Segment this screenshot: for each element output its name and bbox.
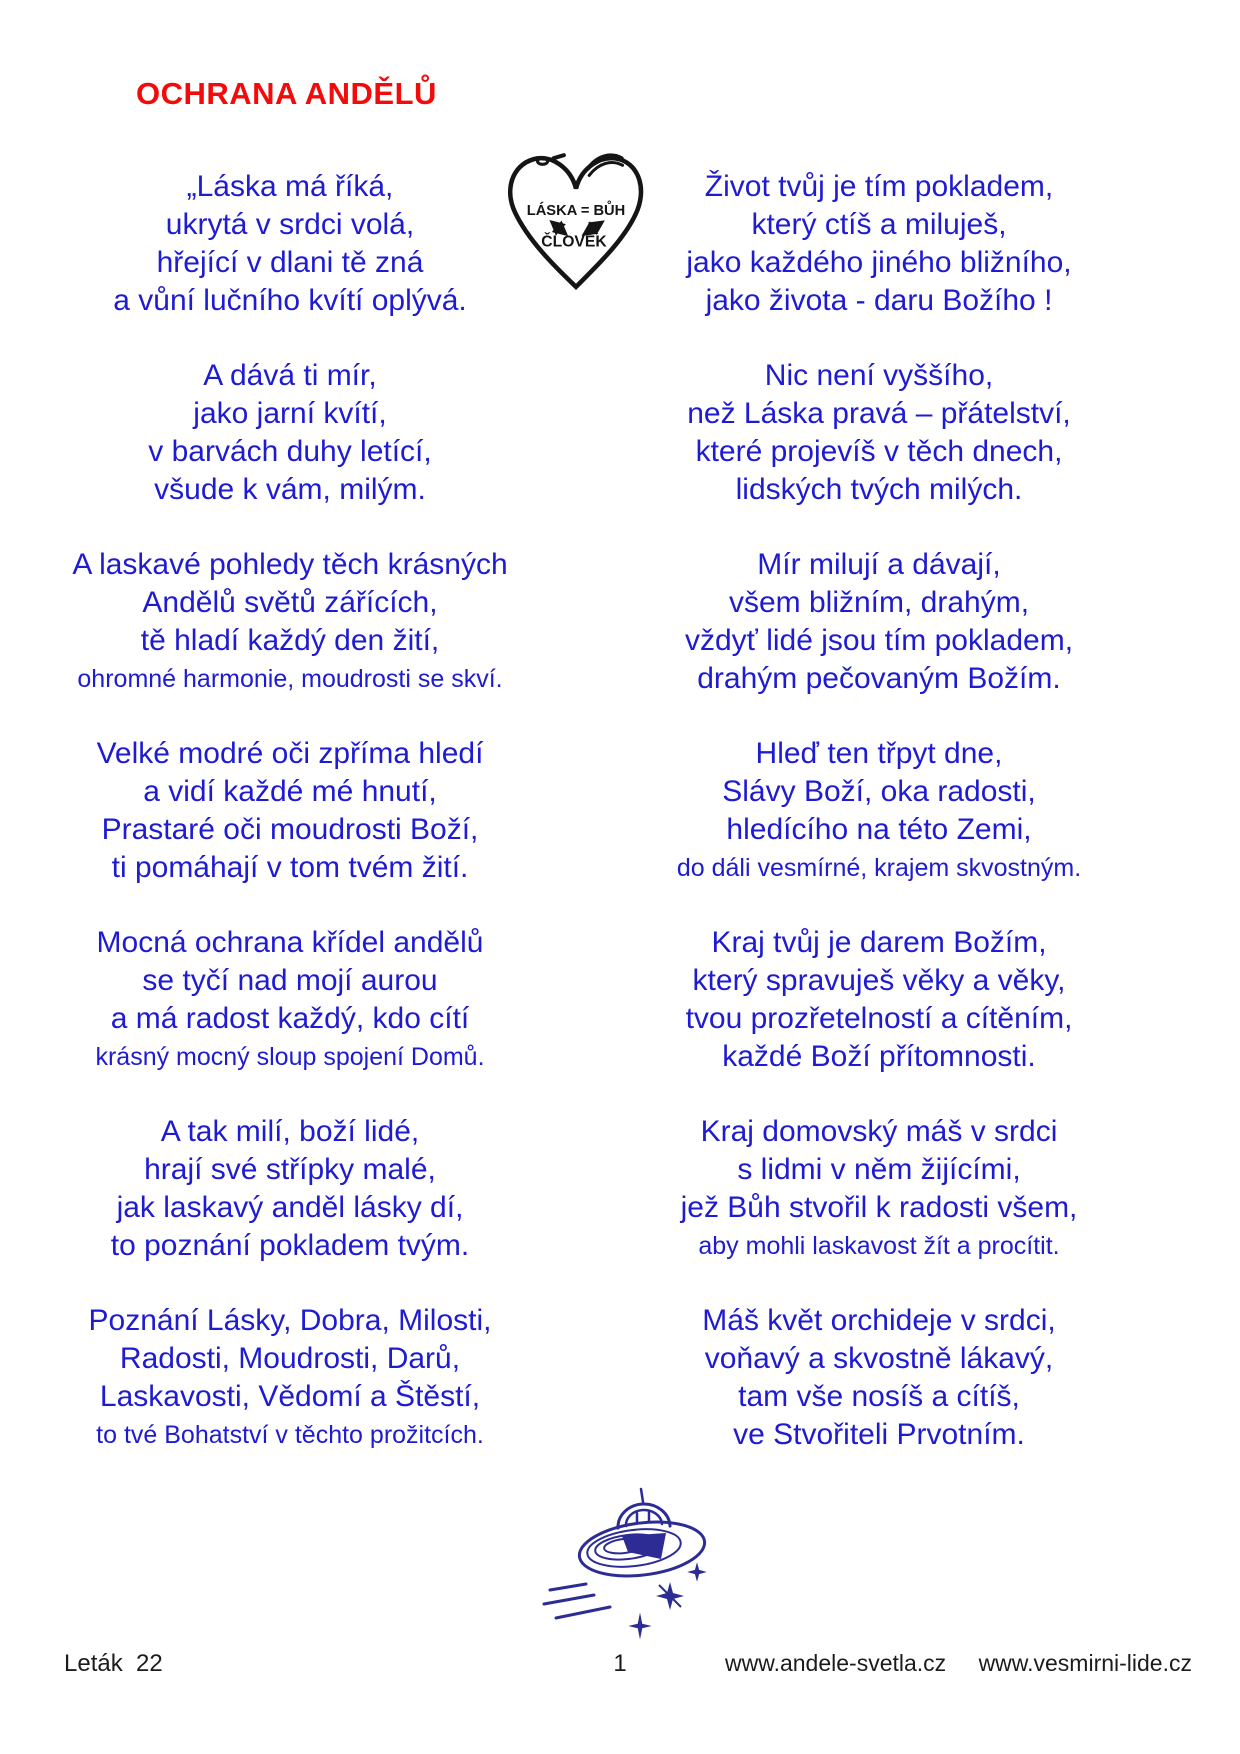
footer-page-number: 1: [613, 1650, 627, 1677]
poem-line: každé Boží přítomnosti.: [722, 1040, 1036, 1073]
poem-line: to poznání pokladem tvým.: [110, 1229, 470, 1262]
poem-line: se tyčí nad mojí aurou: [142, 964, 438, 997]
poem-column-left: [32, 168, 548, 1491]
motion-line-icon: [556, 1607, 610, 1618]
ufo-shadow: [622, 1533, 666, 1559]
heart-label-top: LÁSKA = BŮH: [526, 202, 626, 219]
star-icon: [687, 1562, 707, 1582]
motion-line-icon: [550, 1584, 586, 1590]
poem-line: hledícího na této Zemi,: [726, 813, 1032, 846]
poem-line: voňavý a skvostně lákavý,: [704, 1342, 1054, 1375]
poem-column-right: [596, 168, 1162, 1491]
footer-website-1: www.andele-svetla.cz: [725, 1650, 947, 1676]
stanza: [32, 357, 548, 509]
pen-dash-icon: [554, 155, 564, 158]
stanza: [32, 735, 548, 887]
poem-line: Mocná ochrana křídel andělů: [96, 926, 484, 959]
poem-line: s lidmi v něm žijícími,: [737, 1153, 1021, 1186]
poem-line: Poznání Lásky, Dobra, Milosti,: [88, 1304, 492, 1337]
poem-line: „Láska má říká,: [186, 170, 394, 203]
poem-line: hrají své střípky malé,: [144, 1153, 436, 1186]
poem-line: Nic není vyššího,: [764, 359, 994, 392]
poem-line: Kraj domovský máš v srdci: [700, 1115, 1058, 1148]
poem-line: který ctíš a miluješ,: [751, 208, 1007, 241]
stanza: [32, 924, 548, 1076]
poem-line: a má radost každý, kdo cítí: [110, 1002, 470, 1035]
poem-line: hřející v dlani tě zná: [156, 246, 424, 279]
poem-line: Prastaré oči moudrosti Boží,: [101, 813, 479, 846]
poem-line: Kraj tvůj je darem Božím,: [711, 926, 1047, 959]
poem-line: všude k vám, milým.: [154, 473, 426, 506]
poem-line: Mír milují a dávají,: [757, 548, 1001, 581]
poem-line: všem bližním, drahým,: [728, 586, 1030, 619]
stanza: [32, 1113, 548, 1265]
poem-line: lidských tvých milých.: [735, 473, 1023, 506]
stanza: [596, 735, 1162, 887]
ufo-sketch: [542, 1486, 742, 1646]
poem-line: tvou prozřetelností a cítěním,: [685, 1002, 1073, 1035]
poem-line: ti pomáhají v tom tvém žití.: [111, 851, 469, 884]
poem-line: ohromné harmonie, moudrosti se skví.: [77, 665, 503, 693]
poem-line: tě hladí každý den žití,: [140, 624, 440, 657]
stanza: [596, 168, 1162, 320]
stanza: [596, 546, 1162, 698]
star-icon: [628, 1613, 651, 1640]
poem-line: jako každého jiného bližního,: [686, 246, 1072, 279]
poem-line: drahým pečovaným Božím.: [697, 662, 1061, 695]
poem-line: Laskavosti, Vědomí a Štěstí,: [99, 1380, 481, 1413]
stanza: [32, 1302, 548, 1454]
poem-line: krásný mocný sloup spojení Domů.: [95, 1043, 485, 1071]
poem-line: A laskavé pohledy těch krásných: [72, 548, 508, 581]
stars-group: [628, 1562, 707, 1639]
poem-line: ukrytá v srdci volá,: [165, 208, 415, 241]
poem-line: jako jarní kvítí,: [193, 397, 387, 430]
poem-line: ve Stvořiteli Prvotním.: [733, 1418, 1025, 1451]
stanza: [596, 1113, 1162, 1265]
poem-line: v barvách duhy letící,: [148, 435, 432, 468]
poem-line: a vůní lučního kvítí oplývá.: [113, 284, 467, 317]
poem-line: které projevíš v těch dnech,: [695, 435, 1063, 468]
footer-website-2: www.vesmirni-lide.cz: [978, 1650, 1192, 1676]
poem-line: Andělů světů zářících,: [142, 586, 438, 619]
poem-line: Velké modré oči zpříma hledí: [96, 737, 484, 770]
poem-line: A dává ti mír,: [203, 359, 377, 392]
stanza: [596, 924, 1162, 1076]
poem-line: jako života - daru Božího !: [705, 284, 1053, 317]
page-title: OCHRANA ANDĚLŮ: [136, 76, 437, 111]
footer-websites: [699, 1650, 1192, 1677]
poem-line: aby mohli laskavost žít a procítit.: [698, 1232, 1060, 1260]
poem-line: Hleď ten třpyt dne,: [755, 737, 1003, 770]
poem-line: A tak milí, boží lidé,: [160, 1115, 420, 1148]
poem-line: do dáli vesmírné, krajem skvostným.: [676, 854, 1082, 882]
ufo-antenna: [641, 1489, 643, 1502]
stanza: [32, 168, 548, 320]
poem-line: a vidí každé mé hnutí,: [143, 775, 437, 808]
poem-line: Radosti, Moudrosti, Darů,: [119, 1342, 461, 1375]
motion-line-icon: [544, 1595, 594, 1604]
poem-line: jež Bůh stvořil k radosti všem,: [680, 1191, 1078, 1224]
poem-line: Život tvůj je tím pokladem,: [704, 170, 1054, 203]
poem-line: tam vše nosíš a cítíš,: [738, 1380, 1020, 1413]
stanza: [32, 546, 548, 698]
poem-line: než Láska pravá – přátelství,: [687, 397, 1071, 430]
footer-leaflet-number: Leták 22: [64, 1650, 163, 1677]
poem-line: který spravuješ věky a věky,: [692, 964, 1066, 997]
pen-mark-icon: [538, 158, 548, 164]
poem-line: Máš květ orchideje v srdci,: [702, 1304, 1056, 1337]
heart-label-bottom: ČLOVĚK: [541, 233, 607, 251]
stanza: [596, 357, 1162, 509]
poem-line: Slávy Boží, oka radosti,: [722, 775, 1036, 808]
poem-line: vždyť lidé jsou tím pokladem,: [684, 624, 1074, 657]
ufo-icon: [542, 1486, 742, 1646]
poem-line: jak laskavý anděl lásky dí,: [116, 1191, 464, 1224]
poem-line: to tvé Bohatství v těchto prožitcích.: [96, 1421, 484, 1449]
stanza: [596, 1302, 1162, 1454]
